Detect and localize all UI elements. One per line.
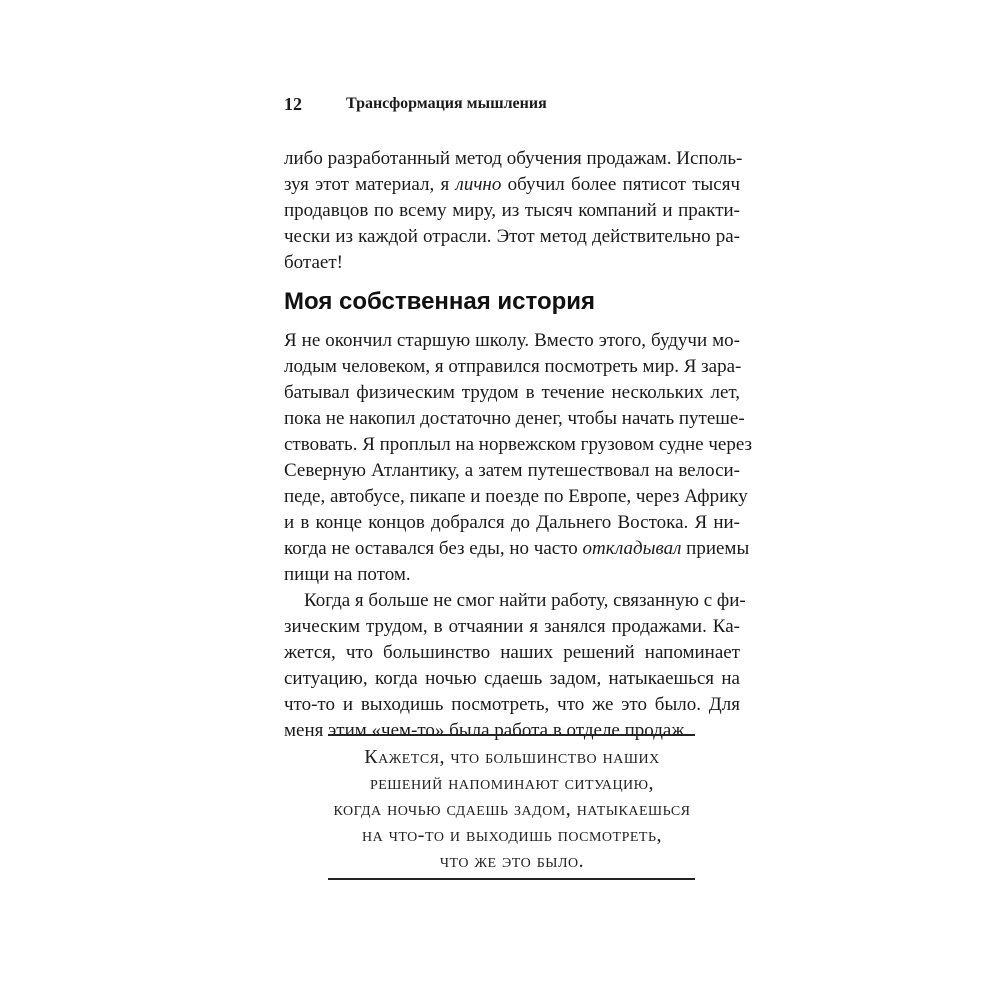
paragraph1-line-9-part-3: приемы (686, 538, 750, 559)
paragraph1-line-9 (284, 536, 750, 562)
paragraph2-line-4: ситуацию, когда ночью сдаешь задом, натыкаешься на (284, 668, 740, 689)
intro-line-2-part-1: зуя этот материал, я (284, 174, 450, 195)
intro-line-1: либо разработанный метод обучения продажам. Исполь- (284, 148, 743, 169)
paragraph2-line-5: что-то и выходишь посмотреть, что же это было. Для (284, 694, 740, 715)
paragraph1-line-7: педе, автобусе, пикапе и поезде по Европе, через Африку (284, 486, 748, 507)
emphasis-postponed: откладывал (582, 538, 682, 559)
running-title: Трансформация мышления (346, 95, 547, 112)
section-heading: Моя собственная история (284, 288, 596, 315)
paragraph1-line-9-part-1: когда не оставался без еды, но часто (284, 538, 578, 559)
paragraph1-line-5: ствовать. Я проплыл на норвежском грузовом судне через (284, 434, 753, 455)
paragraph2-line-3: жется, что большинство наших решений напоминает (284, 642, 740, 663)
pull-quote-line-5: что же это было. (439, 850, 585, 872)
intro-line-4: чески из каждой отрасли. Этот метод действительно ра- (284, 226, 740, 247)
intro-line-2-part-3: обучил более пятисот тысяч (507, 174, 741, 195)
pull-quote-top-rule (328, 734, 695, 736)
running-head (284, 94, 744, 118)
pull-quote-line-2: решений напоминают ситуацию, (369, 772, 655, 794)
paragraph2-line-6: меня этим «чем-то» была работа в отделе продаж. (284, 720, 690, 741)
paragraph1-line-1: Я не окончил старшую школу. Вместо этого, будучи мо- (284, 330, 740, 351)
paragraph1-line-2: лодым человеком, я отправился посмотреть мир. Я зара- (284, 356, 742, 377)
intro-line-2 (284, 172, 740, 198)
pull-quote-line-3: когда ночью сдаешь задом, натыкаешься (333, 798, 691, 820)
paragraph1-line-3: батывал физическим трудом в течение нескольких лет, (284, 382, 740, 403)
paragraph1-line-4: пока не накопил достаточно денег, чтобы начать путеше- (284, 408, 745, 429)
pull-quote-line-4: на что-то и выходишь посмотреть, (362, 824, 662, 846)
paragraph1-line-10: пищи на потом. (284, 564, 411, 585)
paragraph1-line-8: и в конце концов добрался до Дальнего Востока. Я ни- (284, 512, 740, 533)
paragraph2-line-1: Когда я больше не смог найти работу, связанную с фи- (304, 590, 746, 611)
paragraph1-line-6: Северную Атлантику, а затем путешествовал на велоси- (284, 460, 740, 481)
intro-line-3: продавцов по всему миру, из тысяч компаний и практи- (284, 200, 740, 221)
pull-quote (320, 744, 704, 874)
emphasis-personally: лично (455, 174, 502, 195)
intro-line-5: ботает! (284, 252, 343, 273)
page-number: 12 (284, 94, 302, 114)
paragraph2-line-2: зическим трудом, в отчаянии я занялся продажами. Ка- (284, 616, 740, 637)
pull-quote-line-1: Кажется, что большинство наших (364, 746, 660, 768)
pull-quote-bottom-rule (328, 878, 695, 880)
